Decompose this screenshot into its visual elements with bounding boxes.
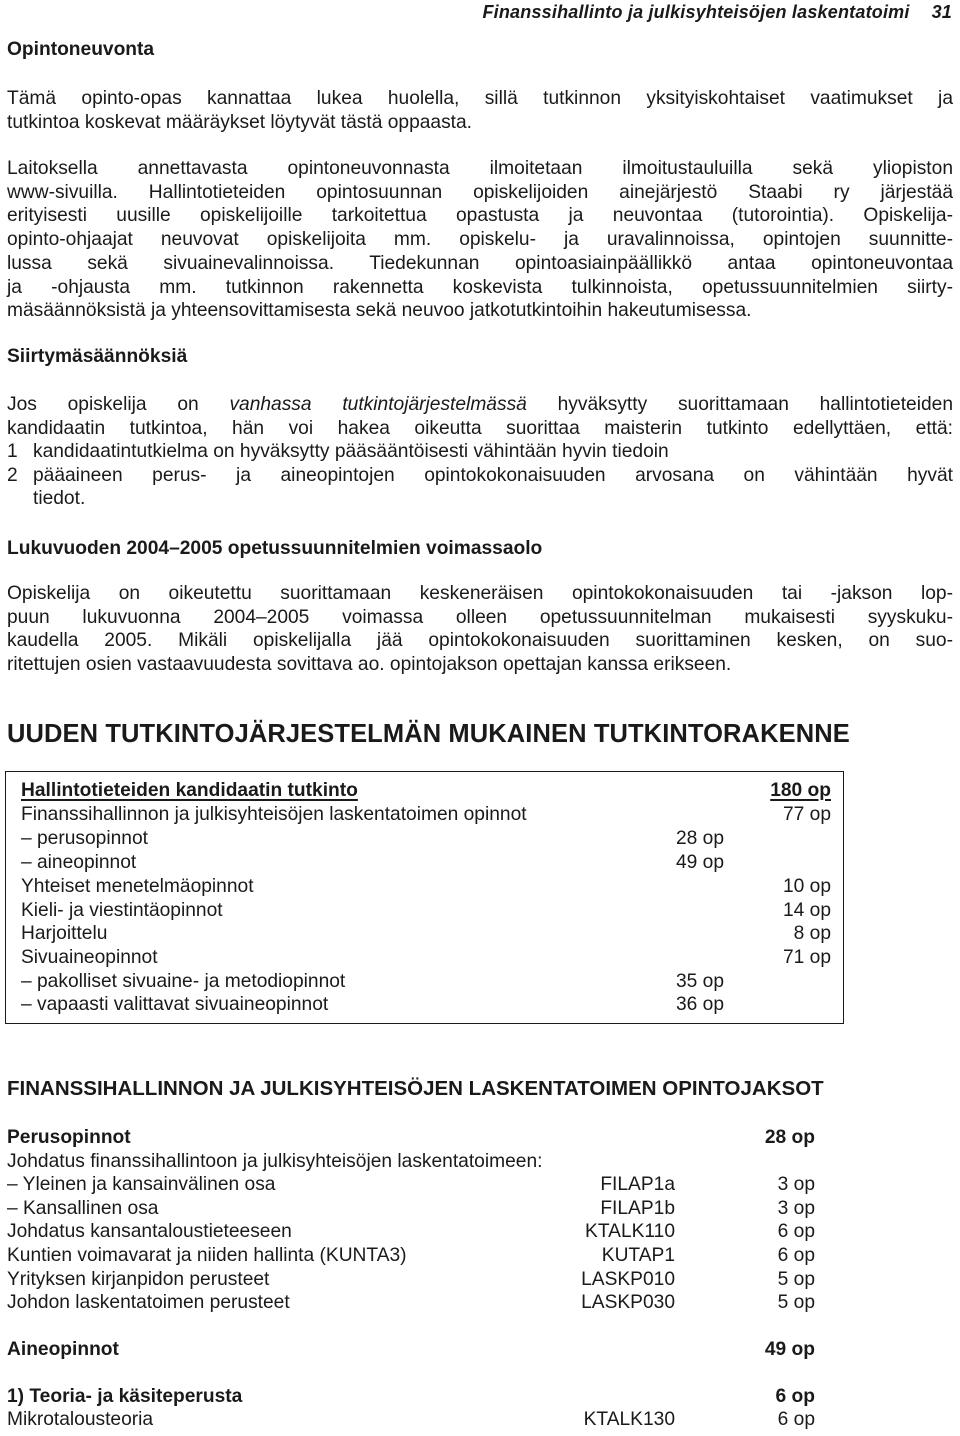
degree-row-label: Yhteiset menetelmäopinnot [21, 876, 254, 897]
text-line: puun lukuvuonna 2004–2005 voimassa olleen opetussuunnitelman mukaisesti syyskuku- [7, 606, 953, 628]
course-name: Mikrotalousteoria [7, 1409, 154, 1430]
course-group-credits: 28 op [764, 1127, 815, 1148]
degree-row-label: Hallintotieteiden kandidaatin tutkinto [21, 780, 358, 801]
list-item [7, 464, 953, 488]
text-line: Opiskelija on oikeutettu suorittamaan keskeneräisen opintokokonaisuuden tai -jakson lop- [7, 583, 953, 604]
perusopinnot-title-row [7, 1126, 815, 1150]
text-line: mäsäännöksistä ja yhteensovittamisesta sekä neuvoo jatkotutkintoihin hakeutumisessa. [7, 300, 752, 322]
course-row [7, 1173, 815, 1197]
course-code: LASKP030 [581, 1292, 675, 1313]
course-code: FILAP1b [600, 1198, 675, 1219]
text-line: opinto-ohjaajat neuvovat opiskelijoita mm. opiskelu- ja uravalinnoissa, opintojen suunnitte- [7, 229, 953, 251]
course-group-title: Aineopinnot [7, 1339, 119, 1360]
perusopinnot-intro [7, 1150, 815, 1174]
text-line: www-sivuilla. Hallintotieteiden opintosuunnan opiskelijoiden ainejärjestö Staabi ry järjestää [7, 181, 953, 203]
table-row [21, 803, 831, 827]
course-row [7, 1197, 815, 1221]
course-row [7, 1291, 815, 1315]
section-heading-siirtymasaannoksia: Siirtymäsäännöksiä [7, 346, 188, 367]
list-number: 2 [7, 464, 18, 486]
course-code: KUTAP1 [601, 1245, 675, 1266]
course-row [7, 1268, 815, 1292]
table-row [21, 875, 831, 899]
tutkintorakenne-heading: UUDEN TUTKINTOJÄRJESTELMÄN MUKAINEN TUTKINTORAKENNE [7, 720, 850, 748]
course-name: Johdon laskentatoimen perusteet [7, 1292, 290, 1313]
degree-row-total: 14 op [782, 900, 831, 921]
italic-phrase: vanhassa tutkintojärjestelmässä [229, 394, 527, 415]
course-credits: 6 op [777, 1221, 815, 1242]
list-text-continuation: tiedot. [33, 488, 86, 510]
course-credits: 6 op [777, 1245, 815, 1266]
course-credits: 5 op [777, 1269, 815, 1290]
degree-row-total: 71 op [782, 947, 831, 968]
opintojaksot-heading: FINANSSIHALLINNON JA JULKISYHTEISÖJEN LASKENTATOIMEN OPINTOJAKSOT [7, 1077, 824, 1100]
aineopinnot-subgroup-row [7, 1385, 815, 1409]
section-heading-lukuvuosi: Lukuvuoden 2004–2005 opetussuunnitelmien voimassaolo [7, 538, 543, 559]
lukuvuosi-paragraph [7, 582, 953, 677]
course-name: Kuntien voimavarat ja niiden hallinta (KUNTA3) [7, 1245, 407, 1266]
course-row [7, 1220, 815, 1244]
course-name: Yrityksen kirjanpidon perusteet [7, 1269, 270, 1290]
course-code: KTALK110 [585, 1221, 675, 1242]
course-credits: 3 op [777, 1198, 815, 1219]
degree-row-label: – vapaasti valittavat sivuaineopinnot [21, 994, 329, 1015]
siirtyma-list [7, 440, 953, 511]
text-line: lussa sekä sivuainevalinnoissa. Tiedekunnan opintoasiainpäällikkö antaa opintoneuvontaa [7, 252, 953, 274]
degree-row-subtotal: 28 op [675, 828, 724, 849]
degree-row-total: 10 op [782, 876, 831, 897]
degree-row-label: – aineopinnot [21, 852, 137, 873]
table-row [21, 993, 831, 1017]
degree-row-label: Sivuaineopinnot [21, 947, 158, 968]
text-line: Tämä opinto-opas kannattaa lukea huolella, sillä tutkinnon yksityiskohtaiset vaatimukset ja [7, 88, 953, 109]
text-line: ja -ohjausta mm. tutkinnon rakennetta koskevista tulkinnoista, opetussuunnitelmien siirty- [7, 276, 953, 298]
table-row [21, 922, 831, 946]
text-line [7, 393, 953, 417]
list-number: 1 [7, 441, 18, 462]
course-group-credits: 49 op [764, 1339, 815, 1360]
degree-row-total: 77 op [782, 804, 831, 825]
table-row [21, 851, 831, 875]
course-code: LASKP010 [581, 1269, 675, 1290]
course-name: – Kansallinen osa [7, 1198, 159, 1219]
course-name: – Yleinen ja kansainvälinen osa [7, 1174, 276, 1195]
degree-row-subtotal: 35 op [675, 971, 724, 992]
text-line: kandidaatin tutkintoa, hän voi hakea oikeutta suorittaa maisterin tutkinto edellyttäen, että: [7, 417, 953, 439]
degree-row-label: Finanssihallinnon ja julkisyhteisöjen laskentatoimen opinnot [21, 804, 527, 825]
course-row [7, 1244, 815, 1268]
degree-structure-table [5, 771, 844, 1024]
course-subgroup-credits: 6 op [775, 1386, 815, 1407]
degree-row-total: 180 op [770, 780, 831, 801]
course-credits: 3 op [777, 1174, 815, 1195]
text-run: hyväksytty suorittamaan hallintotieteiden [526, 394, 953, 415]
running-header-title: Finanssihallinto ja julkisyhteisöjen laskentatoimi [482, 2, 910, 22]
degree-row-total: 8 op [793, 923, 831, 944]
aineopinnot-title-row [7, 1338, 815, 1362]
course-name: Johdatus kansantaloustieteeseen [7, 1221, 292, 1242]
course-subgroup-title: 1) Teoria- ja käsiteperusta [7, 1386, 243, 1407]
course-row [7, 1408, 815, 1432]
list-item [7, 440, 953, 464]
siirtyma-paragraph [7, 393, 953, 440]
opintoneuvonta-paragraph-1 [7, 87, 953, 134]
course-intro-text: Johdatus finanssihallintoon ja julkisyhteisöjen laskentatoimeen: [7, 1151, 543, 1172]
text-run: Jos opiskelija on [7, 394, 230, 415]
course-code: FILAP1a [600, 1174, 675, 1195]
table-row [21, 899, 831, 923]
degree-row-subtotal: 36 op [675, 994, 724, 1015]
page-number: 31 [931, 2, 952, 22]
text-line: kaudella 2005. Mikäli opiskelijalla jää opintokokonaisuuden suorittaminen kesken, on suo- [7, 630, 953, 652]
course-credits: 5 op [777, 1292, 815, 1313]
section-heading-opintoneuvonta: Opintoneuvonta [7, 39, 155, 60]
degree-row-label: Harjoittelu [21, 923, 108, 944]
list-text: pääaineen perus- ja aineopintojen opintokokonaisuuden arvosana on vähintään hyvät [33, 464, 953, 486]
table-row [21, 946, 831, 970]
text-line: Laitoksella annettavasta opintoneuvonnasta ilmoitetaan ilmoitustauluilla sekä yliopiston [7, 158, 953, 179]
table-row [21, 827, 831, 851]
table-row [21, 970, 831, 994]
text-line: ritettujen osien vastaavuudesta sovittava ao. opintojakson opettajan kanssa erikseen. [7, 654, 732, 676]
text-line: erityisesti uusille opiskelijoille tarkoitettua opastusta ja neuvontaa (tutorointia). Opiskelija- [7, 205, 953, 227]
degree-row-label: – perusopinnot [21, 828, 148, 849]
degree-row-subtotal: 49 op [675, 852, 724, 873]
course-credits: 6 op [777, 1409, 815, 1430]
text-line: tutkintoa koskevat määräykset löytyvät tästä oppaasta. [7, 111, 473, 133]
degree-row-label: – pakolliset sivuaine- ja metodiopinnot [21, 971, 346, 992]
course-code: KTALK130 [583, 1409, 675, 1430]
running-header [482, 0, 952, 24]
table-row [21, 779, 831, 803]
opintoneuvonta-paragraph-2 [7, 157, 953, 323]
degree-row-label: Kieli- ja viestintäopinnot [21, 900, 223, 921]
course-group-title: Perusopinnot [7, 1127, 131, 1148]
list-text: kandidaatintutkielma on hyväksytty pääsääntöisesti vähintään hyvin tiedoin [33, 441, 669, 462]
